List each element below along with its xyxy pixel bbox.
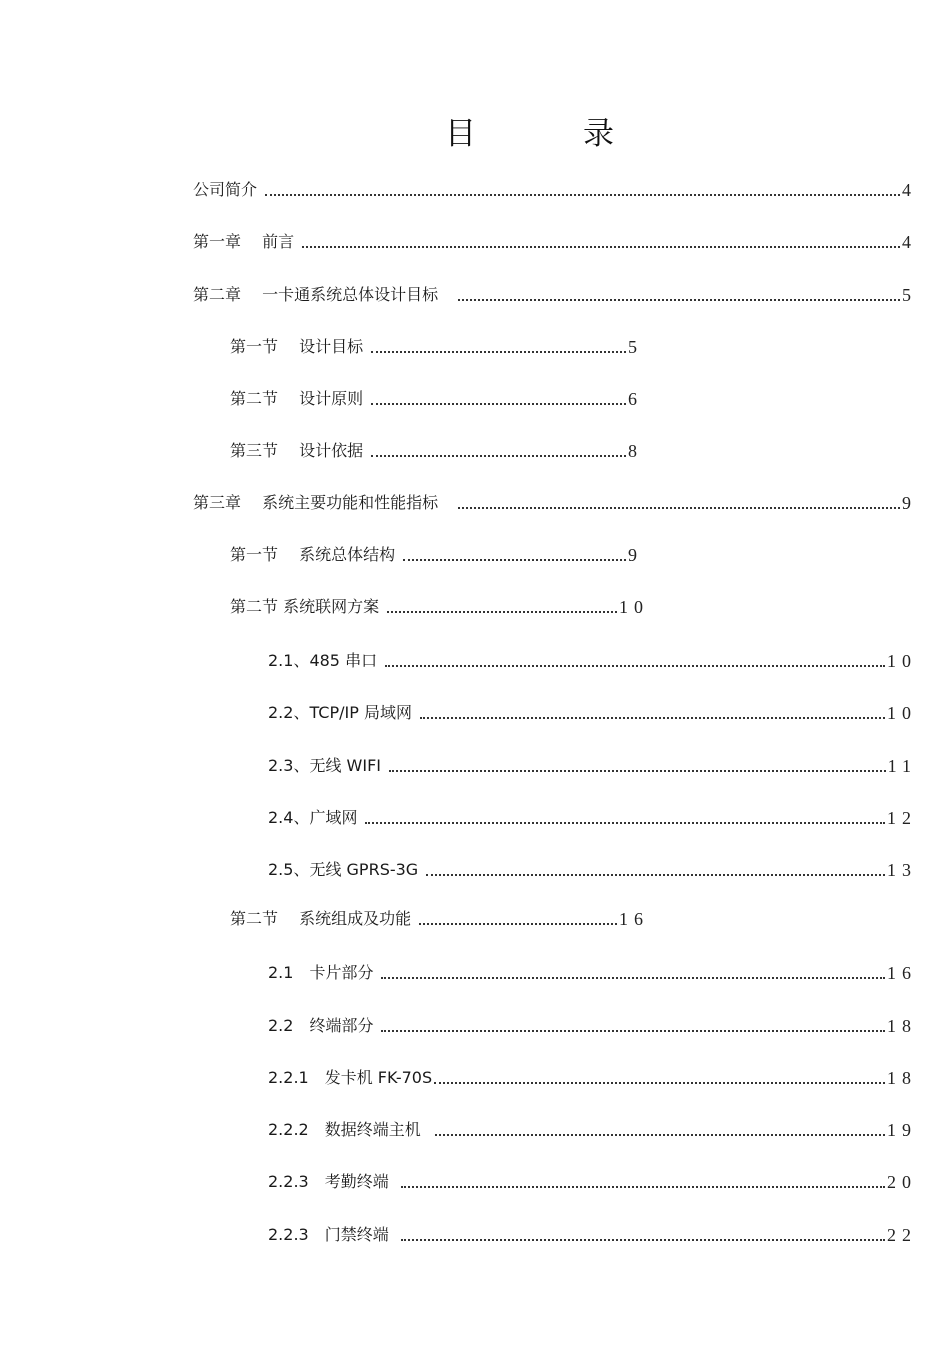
toc-entry[interactable] — [268, 1221, 917, 1245]
toc-entry-label: 2.1、485 串口 — [268, 651, 378, 670]
toc-entry[interactable] — [230, 437, 643, 461]
toc-entry[interactable] — [268, 1064, 917, 1088]
toc-entry-page: 4 — [902, 180, 917, 200]
toc-leader — [434, 1068, 885, 1084]
toc-entry-page: 10 — [887, 703, 917, 723]
toc-leader — [458, 285, 900, 301]
toc-leader — [403, 545, 626, 561]
toc-entry-label: 第二节 系统联网方案 — [230, 597, 380, 616]
toc-leader — [381, 963, 885, 979]
toc-entry[interactable] — [193, 489, 917, 513]
toc-entry-label: 第三节 设计依据 — [230, 441, 364, 460]
toc-entry[interactable] — [268, 647, 917, 671]
toc-entry-page: 13 — [887, 860, 917, 880]
toc-leader — [401, 1225, 885, 1241]
toc-entry-label: 第一章 前言 — [193, 232, 295, 251]
toc-entry-page: 16 — [619, 909, 649, 929]
toc-entry-page: 16 — [887, 963, 917, 983]
toc-entry-label: 公司简介 — [193, 180, 258, 199]
toc-entry[interactable] — [268, 1012, 917, 1036]
toc-entry[interactable] — [268, 752, 917, 776]
toc-entry[interactable] — [230, 593, 649, 617]
toc-entry[interactable] — [193, 228, 917, 252]
toc-entry-page: 11 — [887, 756, 917, 776]
toc-entry-label: 第一节 设计目标 — [230, 337, 364, 356]
toc-entry[interactable] — [268, 856, 917, 880]
toc-leader — [371, 337, 626, 353]
toc-entry[interactable] — [230, 541, 643, 565]
toc-entry-page: 12 — [887, 808, 917, 828]
toc-entry-label: 2.3、无线 WIFI — [268, 756, 381, 775]
toc-entry-page: 4 — [902, 232, 917, 252]
toc-entry-label: 2.2.2 数据终端主机 — [268, 1120, 421, 1139]
toc-leader — [371, 389, 626, 405]
toc-entry-label: 2.1 卡片部分 — [268, 963, 374, 982]
toc-entry-label: 2.2、TCP/IP 局域网 — [268, 703, 412, 722]
toc-leader — [387, 597, 617, 613]
toc-entry[interactable] — [230, 905, 649, 929]
toc-entry-page: 19 — [887, 1120, 917, 1140]
toc-entry[interactable] — [268, 1168, 917, 1192]
toc-entry-page: 10 — [619, 597, 649, 617]
toc-entry[interactable] — [230, 333, 643, 357]
toc-leader — [419, 909, 617, 925]
toc-entry-page: 18 — [887, 1016, 917, 1036]
toc-entry-page: 5 — [628, 337, 643, 357]
toc-entry[interactable] — [193, 281, 917, 305]
toc-entry-page: 9 — [628, 545, 643, 565]
toc-entry-page: 8 — [628, 441, 643, 461]
toc-leader — [385, 651, 885, 667]
toc-entry-page: 9 — [902, 493, 917, 513]
toc-leader — [381, 1016, 885, 1032]
toc-entry-page: 10 — [887, 651, 917, 671]
toc-entry[interactable] — [268, 959, 917, 983]
toc-entry-page: 18 — [887, 1068, 917, 1088]
toc-entry-label: 2.2.3 门禁终端 — [268, 1225, 389, 1244]
toc-leader — [426, 860, 885, 876]
toc-entry-label: 第二章 一卡通系统总体设计目标 — [193, 285, 439, 304]
toc-entry-page: 5 — [902, 285, 917, 305]
toc-leader — [265, 180, 900, 196]
toc-entry[interactable] — [230, 385, 643, 409]
toc-entry[interactable] — [268, 699, 917, 723]
toc-leader — [302, 232, 900, 248]
toc-entry-label: 第一节 系统总体结构 — [230, 545, 396, 564]
toc-leader — [401, 1172, 885, 1188]
toc-entry-label: 2.5、无线 GPRS-3G — [268, 860, 419, 879]
toc-entry[interactable] — [268, 1116, 917, 1140]
toc-leader — [389, 756, 886, 772]
toc-entry[interactable] — [268, 804, 917, 828]
toc-entry-label: 2.2.1 发卡机 FK-70S — [268, 1068, 433, 1087]
toc-leader — [371, 441, 626, 457]
toc-title: 目 录 — [445, 116, 652, 152]
toc-entry-label: 2.2.3 考勤终端 — [268, 1172, 389, 1191]
toc-leader — [435, 1120, 885, 1136]
toc-entry-label: 2.4、广域网 — [268, 808, 358, 827]
toc-entry-page: 20 — [887, 1172, 917, 1192]
toc-entry-page: 6 — [628, 389, 643, 409]
toc-leader — [420, 703, 885, 719]
toc-entry-label: 2.2 终端部分 — [268, 1016, 374, 1035]
toc-entry-label: 第二节 系统组成及功能 — [230, 909, 412, 928]
toc-entry-label: 第三章 系统主要功能和性能指标 — [193, 493, 439, 512]
toc-leader — [365, 808, 885, 824]
toc-leader — [458, 493, 900, 509]
toc-entry[interactable] — [193, 176, 917, 200]
toc-entry-page: 22 — [887, 1225, 917, 1245]
toc-entry-label: 第二节 设计原则 — [230, 389, 364, 408]
